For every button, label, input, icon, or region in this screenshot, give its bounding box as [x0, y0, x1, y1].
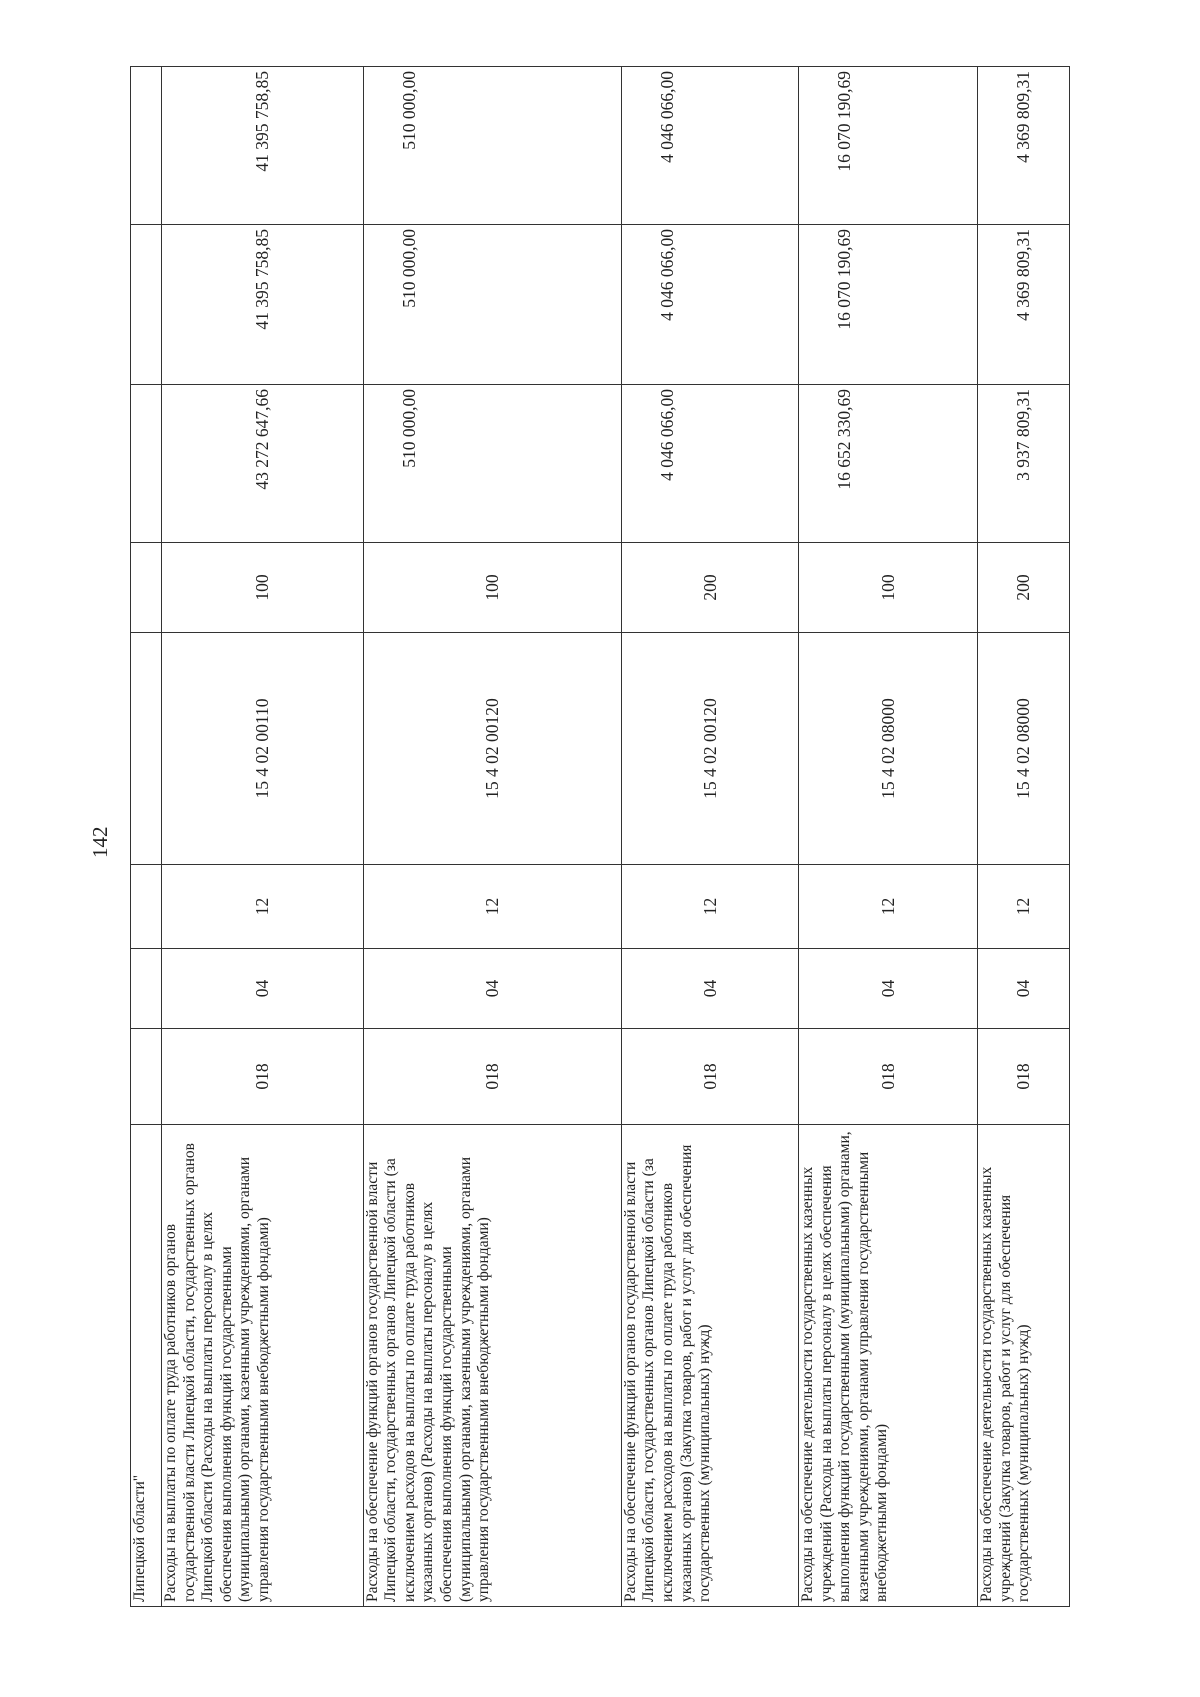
- amount-1: 16 652 330,69: [798, 385, 977, 543]
- header-cell: [131, 225, 162, 385]
- section-code: 04: [621, 949, 798, 1029]
- page-number: 142: [88, 826, 112, 858]
- amount-1: 43 272 647,66: [161, 385, 363, 543]
- header-cell: [131, 865, 162, 949]
- row-description: Расходы на обеспечение деятельности государственных казенных учреждений (Расходы на выплаты персоналу в целях обеспечения выполнения функций государственными (муниципальными) органами, казенными учреждениями, органами управления государственными внебюджетными фондами): [798, 1125, 977, 1607]
- amount-2: 510 000,00: [363, 225, 621, 385]
- section-code: 04: [978, 949, 1070, 1029]
- header-cell: [131, 1029, 162, 1125]
- amount-2: 4 046 066,00: [621, 225, 798, 385]
- subsection-code: 12: [363, 865, 621, 949]
- amount-3: 16 070 190,69: [798, 67, 977, 225]
- amount-2: 4 369 809,31: [978, 225, 1070, 385]
- expense-type-code: 100: [798, 543, 977, 633]
- amount-2: 41 395 758,85: [161, 225, 363, 385]
- section-code: 04: [798, 949, 977, 1029]
- budget-table: [130, 66, 1070, 1607]
- row-description: Расходы на выплаты по оплате труда работников органов государственной власти Липецкой области, государственных органов Липецкой области (Расходы на выплаты персоналу в целях обеспечения выполнения функций государственными (муниципальными) органами, казенными учреждениями, органами управления государственными внебюджетными фондами): [161, 1125, 363, 1607]
- subsection-code: 12: [621, 865, 798, 949]
- amount-3: 510 000,00: [363, 67, 621, 225]
- rotated-table-container: [130, 67, 1070, 1607]
- target-article-code: 15 4 02 00120: [363, 633, 621, 865]
- section-code: 04: [363, 949, 621, 1029]
- amount-3: 4 046 066,00: [621, 67, 798, 225]
- subsection-code: 12: [161, 865, 363, 949]
- header-cell: [131, 633, 162, 865]
- header-cell: [131, 949, 162, 1029]
- header-cell: [131, 543, 162, 633]
- target-article-code: 15 4 02 08000: [978, 633, 1070, 865]
- ministry-code: 018: [621, 1029, 798, 1125]
- row-description: Расходы на обеспечение деятельности государственных казенных учреждений (Закупка товаров, работ и услуг для обеспечения государственных (муниципальных) нужд): [978, 1125, 1070, 1607]
- target-article-code: 15 4 02 00120: [621, 633, 798, 865]
- target-article-code: 15 4 02 08000: [798, 633, 977, 865]
- table-row: [621, 67, 798, 1607]
- table-row: [161, 67, 363, 1607]
- amount-2: 16 070 190,69: [798, 225, 977, 385]
- header-cell-description: Липецкой области": [131, 1125, 162, 1607]
- amount-1: 3 937 809,31: [978, 385, 1070, 543]
- table-row: [798, 67, 977, 1607]
- expense-type-code: 100: [161, 543, 363, 633]
- subsection-code: 12: [978, 865, 1070, 949]
- table-row: [978, 67, 1070, 1607]
- header-cell: [131, 385, 162, 543]
- ministry-code: 018: [798, 1029, 977, 1125]
- amount-3: 4 369 809,31: [978, 67, 1070, 225]
- expense-type-code: 100: [363, 543, 621, 633]
- row-description: Расходы на обеспечение функций органов государственной власти Липецкой области, государственных органов Липецкой области (за исключением расходов на выплаты по оплате труда работников указанных органов) (Расходы на выплаты персоналу в целях обеспечения выполнения функций государственными (муниципальными) органами, казенными учреждениями, органами управления государственными внебюджетными фондами): [363, 1125, 621, 1607]
- expense-type-code: 200: [978, 543, 1070, 633]
- amount-1: 4 046 066,00: [621, 385, 798, 543]
- header-cell: [131, 67, 162, 225]
- section-code: 04: [161, 949, 363, 1029]
- table-row: [363, 67, 621, 1607]
- expense-type-code: 200: [621, 543, 798, 633]
- row-description: Расходы на обеспечение функций органов государственной власти Липецкой области, государственных органов Липецкой области (за исключением расходов на выплаты по оплате труда работников указанных органов) (Закупка товаров, работ и услуг для обеспечения государственных (муниципальных) нужд): [621, 1125, 798, 1607]
- amount-3: 41 395 758,85: [161, 67, 363, 225]
- ministry-code: 018: [978, 1029, 1070, 1125]
- ministry-code: 018: [363, 1029, 621, 1125]
- ministry-code: 018: [161, 1029, 363, 1125]
- amount-1: 510 000,00: [363, 385, 621, 543]
- target-article-code: 15 4 02 00110: [161, 633, 363, 865]
- table-header-row: [131, 67, 162, 1607]
- subsection-code: 12: [798, 865, 977, 949]
